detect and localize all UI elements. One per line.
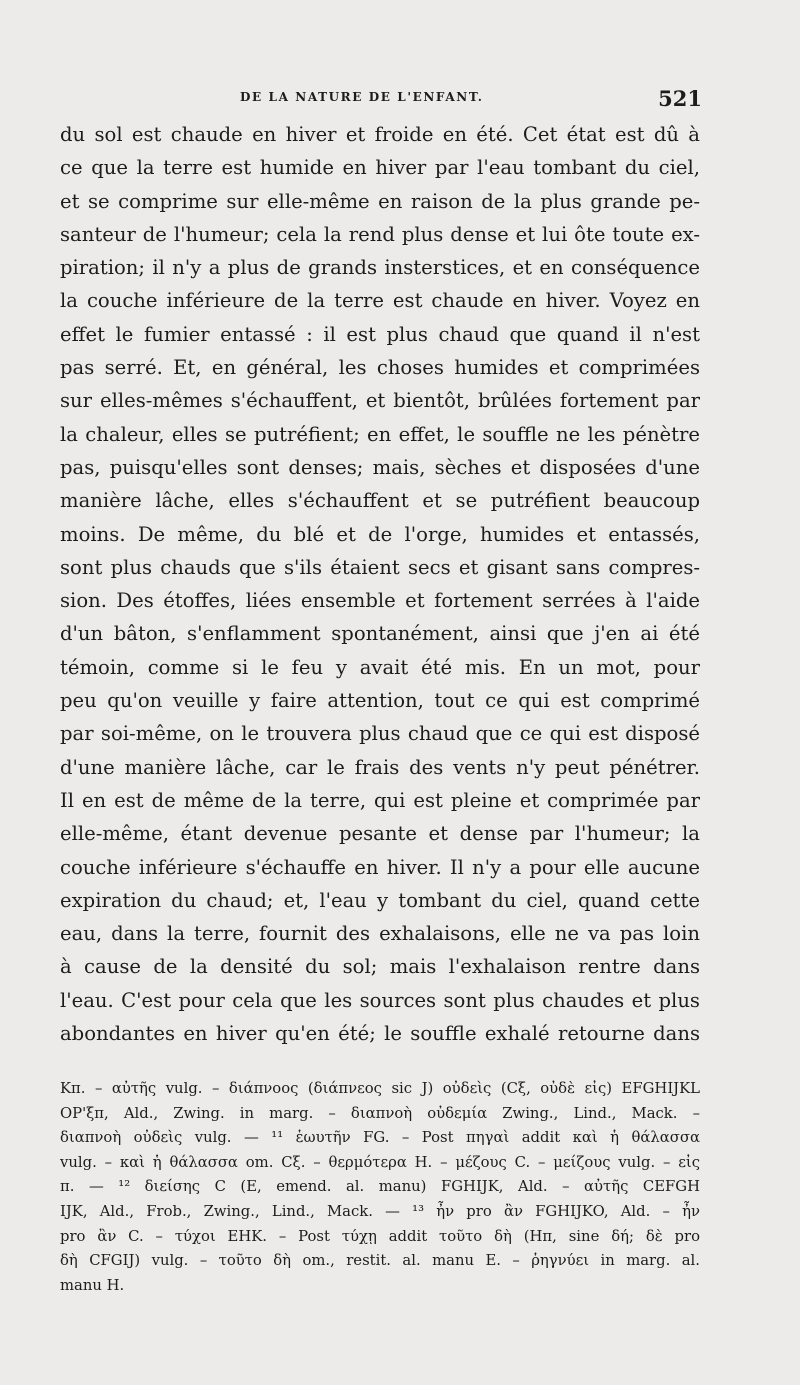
running-head xyxy=(60,88,710,112)
text-line: d'un bâton, s'enflamment spontanément, ainsi que j'en ai été xyxy=(60,622,700,646)
text-line: piration; il n'y a plus de grands insterstices, et en conséquence xyxy=(60,256,700,280)
text-line: eau, dans la terre, fournit des exhalaisons, elle ne va pas loin xyxy=(60,922,700,946)
text-line: Il en est de même de la terre, qui est pleine et comprimée par xyxy=(60,788,700,812)
footnote-line: IJK, Ald., Frob., Zwing., Lind., Mack. — ¹³ ἦν pro ἂν FGHIJKO, Ald. – ἦν xyxy=(60,1202,700,1220)
text-line: par soi-même, on le trouvera plus chaud que ce qui est disposé xyxy=(60,722,700,746)
text-line: l'eau. C'est pour cela que les sources sont plus chaudes et plus xyxy=(60,988,700,1012)
footnote-line: Kπ. – αὐτῆς vulg. – διάπνοος (διάπνεος sic J) οὐδεὶς (Cξ, οὐδὲ εἰς) EFGHIJKL xyxy=(60,1080,700,1097)
text-line: abondantes en hiver qu'en été; le souffle exhalé retourne dans xyxy=(60,1022,700,1046)
text-line: et se comprime sur elle-même en raison de la plus grande pe- xyxy=(60,189,700,213)
text-line: santeur de l'humeur; cela la rend plus dense et lui ôte toute ex- xyxy=(60,222,700,246)
text-line: pas serré. Et, en général, les choses humides et comprimées xyxy=(60,356,700,380)
footnotes xyxy=(60,1077,700,1298)
running-title: DE LA NATURE DE L'ENFANT. xyxy=(240,90,484,104)
text-line: à cause de la densité du sol; mais l'exhalaison rentre dans xyxy=(60,955,700,979)
text-line: ce que la terre est humide en hiver par l'eau tombant du ciel, xyxy=(60,156,700,180)
page-number: 521 xyxy=(658,86,702,111)
text-line: manière lâche, elles s'échauffent et se putréfient beaucoup xyxy=(60,489,700,513)
text-line: d'une manière lâche, car le frais des vents n'y peut pénétrer. xyxy=(60,755,700,779)
text-line: du sol est chaude en hiver et froide en été. Cet état est dû à xyxy=(60,123,700,146)
text-line: elle-même, étant devenue pesante et dense par l'humeur; la xyxy=(60,822,700,846)
text-line: sur elles-mêmes s'échauffent, et bientôt, brûlées fortement par xyxy=(60,389,700,413)
text-line: témoin, comme si le feu y avait été mis. En un mot, pour xyxy=(60,655,700,679)
footnote-line: διαπνοὴ οὐδεὶς vulg. — ¹¹ ἑωυτῆν FG. – Post πηγαὶ addit καὶ ἡ θάλασσα xyxy=(60,1129,700,1147)
text-line: moins. De même, du blé et de l'orge, humides et entassés, xyxy=(60,522,700,546)
text-line: sont plus chauds que s'ils étaient secs et gisant sans compres- xyxy=(60,555,700,579)
text-line: expiration du chaud; et, l'eau y tombant du ciel, quand cette xyxy=(60,888,700,912)
footnote-line: δὴ CFGIJ) vulg. – τοῦτο δὴ om., restit. al. manu E. – ῥηγνύει in marg. al. xyxy=(60,1252,700,1270)
footnote-line: π. — ¹² διείσης C (E, emend. al. manu) FGHIJK, Ald. – αὐτῆς CEFGH xyxy=(60,1178,700,1196)
text-line: la couche inférieure de la terre est chaude en hiver. Voyez en xyxy=(60,289,700,313)
text-line: pas, puisqu'elles sont denses; mais, sèches et disposées d'une xyxy=(60,455,700,479)
text-line: sion. Des étoffes, liées ensemble et fortement serrées à l'aide xyxy=(60,589,700,613)
text-line: couche inférieure s'échauffe en hiver. Il n'y a pour elle aucune xyxy=(60,855,700,879)
text-line: peu qu'on veuille y faire attention, tout ce qui est comprimé xyxy=(60,689,700,713)
footnote-line: vulg. – καὶ ἡ θάλασσα om. Cξ. – θερμότερα H. – μέζους C. – μείζους vulg. – εἰς xyxy=(60,1153,700,1171)
text-line: la chaleur, elles se putréfient; en effet, le souffle ne les pénètre xyxy=(60,422,700,446)
footnote-line: OP'ξπ, Ald., Zwing. in marg. – διαπνοὴ οὐδεμία Zwing., Lind., Mack. – xyxy=(60,1104,700,1122)
footnote-line: manu H. xyxy=(60,1276,125,1294)
footnote-line: pro ἂν C. – τύχοι EHK. – Post τύχῃ addit τοῦτο δὴ (Hπ, sine δή; δὲ pro xyxy=(60,1227,700,1245)
text-line: effet le fumier entassé : il est plus chaud que quand il n'est xyxy=(60,322,700,346)
body-text xyxy=(60,118,700,1050)
